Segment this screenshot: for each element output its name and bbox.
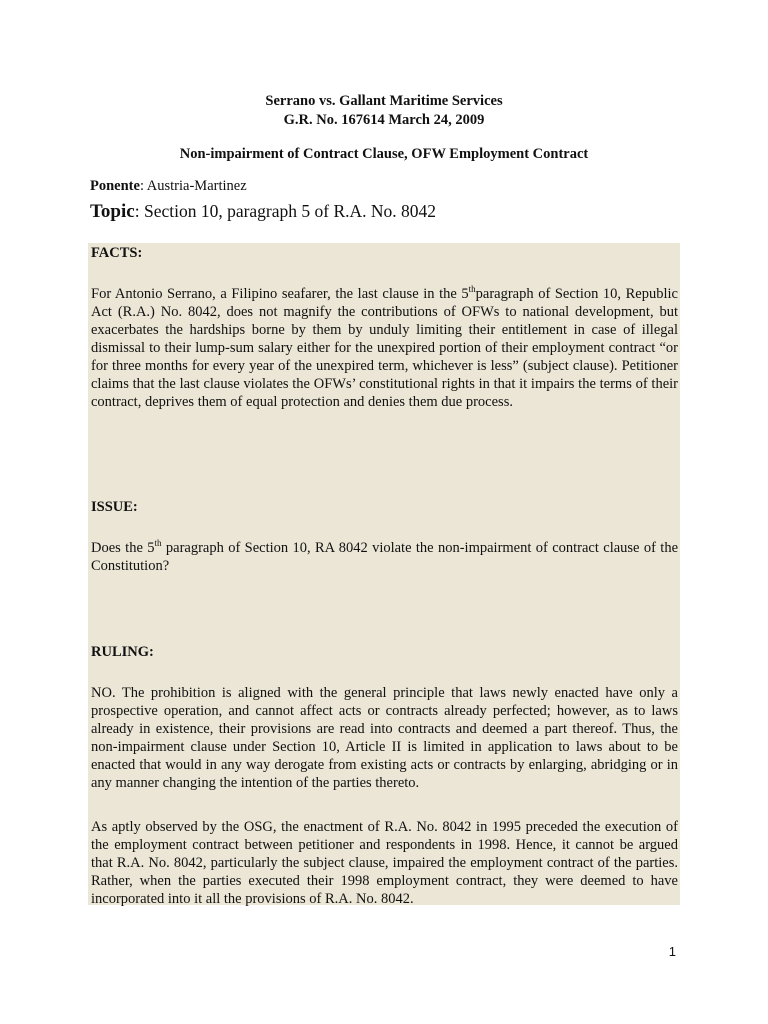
facts-paragraph (91, 285, 678, 411)
case-header (0, 92, 768, 164)
facts-heading: FACTS: (91, 245, 143, 261)
topic-value: : Section 10, paragraph 5 of R.A. No. 8042 (134, 201, 437, 221)
issue-heading: ISSUE: (91, 499, 138, 515)
case-title: Serrano vs. Gallant Maritime Services (265, 93, 503, 109)
facts-text-rest: paragraph of Section 10, Republic Act (R.A.) No. 8042, does not magnify the contributions of OFWs to national development, but exacerbates the hardships borne by them by unduly limiting their entitlement in case of illegal dismissal to their lump-sum salary either for the unexpired portion of their employment contract “or for three months for every year of the unexpired term, whichever is less” (subject clause). Petitioner claims that the last clause violates the OFWs’ constitutional rights in that it impairs the terms of their contract, deprives them of equal protection and denies them due process. (91, 286, 678, 410)
issue-text-rest: paragraph of Section 10, RA 8042 violate the non-impairment of contract clause of the Constitution? (91, 540, 679, 574)
case-subject: Non-impairment of Contract Clause, OFW Employment Contract (179, 146, 589, 162)
ponente-line (90, 178, 247, 195)
ponente-value: : Austria-Martinez (139, 178, 247, 194)
topic-label: Topic (90, 201, 135, 222)
case-reference: G.R. No. 167614 March 24, 2009 (283, 112, 485, 128)
facts-superscript: th (468, 284, 476, 295)
topic-line (90, 201, 436, 223)
ruling-paragraph-2: As aptly observed by the OSG, the enactment of R.A. No. 8042 in 1995 preceded the execution of the employment contract between petitioner and respondents in 1998. Hence, it cannot be argued that R.A. No. 8042, particularly the subject clause, impaired the employment contract of the parties. Rather, when the parties executed their 1998 employment contract, they were deemed to have incorporated into it all the provisions of R.A. No. 8042. (91, 819, 678, 907)
facts-text-start: For Antonio Serrano, a Filipino seafarer, the last clause in the 5 (91, 286, 469, 302)
ponente-label: Ponente (90, 178, 140, 194)
ruling-paragraph-1: NO. The prohibition is aligned with the general principle that laws newly enacted have only a prospective operation, and cannot affect acts or contracts already perfected; however, as to laws already in existence, their provisions are read into contracts and deemed a part thereof. Thus, the non-impairment clause under Section 10, Article II is limited in application to laws about to be enacted that would in any way derogate from existing acts or contracts by enlarging, abridging or in any manner changing the intention of the parties thereto. (91, 685, 678, 791)
issue-superscript: th (154, 538, 162, 549)
page-number: 1 (668, 944, 676, 959)
issue-paragraph (91, 539, 678, 575)
issue-text-start: Does the 5 (91, 540, 155, 556)
ruling-heading: RULING: (91, 644, 154, 660)
